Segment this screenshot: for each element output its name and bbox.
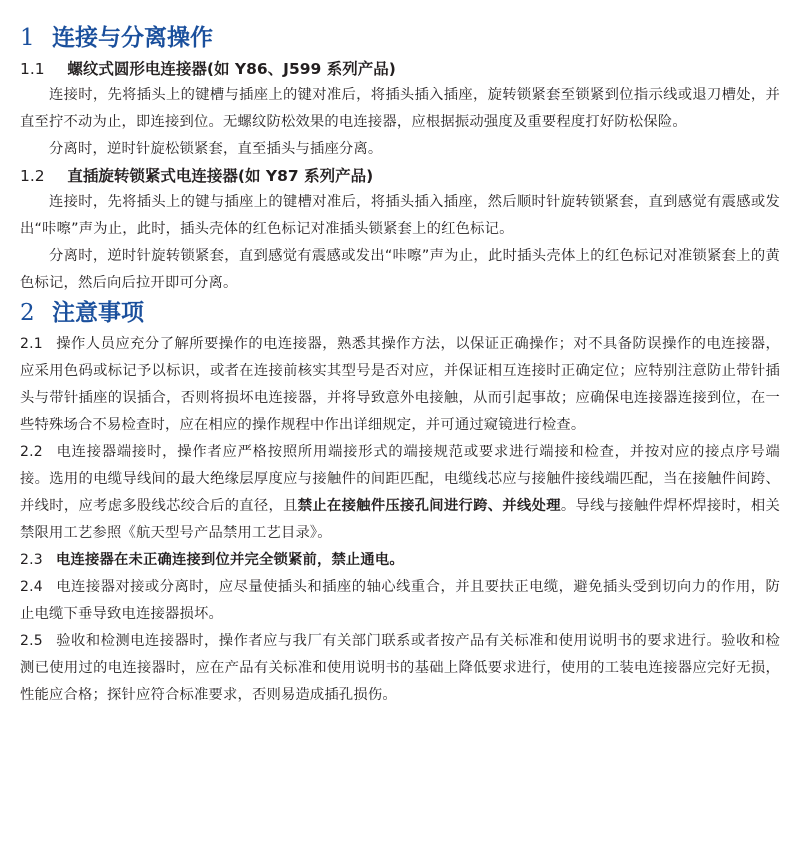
item-2-5-number: 2.5 xyxy=(20,633,43,649)
item-2-2 xyxy=(20,439,780,547)
section-2-heading xyxy=(20,297,780,329)
item-2-5-text: 验收和检测电连接器时，操作者应与我厂有关部门联系或者按产品有关标准和使用说明书的要求进行。验收和检测已使用过的电连接器时，应在产品有关标准和使用说明书的基础上降低要求进行，使用的工装电连接器应完好无损，性能应合格；探针应符合标准要求，否则易造成插孔损伤。 xyxy=(20,633,780,703)
item-2-2-text-bold: 禁止在接触件压接孔间进行跨、并线处理 xyxy=(297,498,561,514)
section-1-title: 连接与分离操作 xyxy=(52,24,213,51)
item-2-1-text: 操作人员应充分了解所要操作的电连接器，熟悉其操作方法，以保证正确操作；对不具备防误操作的电连接器，应采用色码或标记予以标识，或者在连接前核实其型号是否对应，并保证相互连接时正确定位；应特别注意防止带针插头与带针插座的误插合，否则将损坏电连接器，并将导致意外电接触，从而引起事故；应确保电连接器连接到位，在一些特殊场合不易检查时，应在相应的操作规程中作出详细规定，并可通过窥镜进行检查。 xyxy=(20,336,780,433)
item-2-5 xyxy=(20,628,780,709)
paragraph-1-2-connect: 连接时，先将插头上的键与插座上的键槽对准后，将插头插入插座，然后顺时针旋转锁紧套，直到感觉有震感或发出“咔嚓”声为止，此时，插头壳体的红色标记对准插头锁紧套上的红色标记。 xyxy=(20,194,780,237)
item-2-3-number: 2.3 xyxy=(20,552,43,568)
subsection-1-1-title: 螺纹式圆形电连接器(如 Y86、J599 系列产品) xyxy=(67,60,396,78)
subsection-1-1-heading xyxy=(20,56,780,82)
item-2-2-number: 2.2 xyxy=(20,444,43,460)
subsection-1-2-number: 1.2 xyxy=(20,167,45,185)
item-2-1-number: 2.1 xyxy=(20,336,43,352)
subsection-1-2-title: 直插旋转锁紧式电连接器(如 Y87 系列产品) xyxy=(67,167,374,185)
section-1-heading xyxy=(20,22,780,54)
subsection-1-1-number: 1.1 xyxy=(20,60,45,78)
paragraph-1-1-separate: 分离时，逆时针旋松锁紧套，直至插头与插座分离。 xyxy=(49,141,383,157)
item-2-3 xyxy=(20,547,780,574)
item-2-4 xyxy=(20,574,780,628)
item-2-3-text-bold: 电连接器在未正确连接到位并完全锁紧前，禁止通电。 xyxy=(56,552,404,568)
item-2-2-text-before: 电连接器端接时，操作者应严格按照所用端接形式的端接规范或要求进行端接和检查，并按对应的接点序号端接。选用的电缆导线间的最大绝缘层厚度应与接触件的间距匹配，电缆线芯应与接触件接线端匹配，当在接触件间跨、并线时，应考虑多股线芯绞合后的直径，且 xyxy=(20,444,780,514)
section-1-number: 1 xyxy=(20,25,35,51)
item-2-4-text: 电连接器对接或分离时，应尽量使插头和插座的轴心线重合，并且要扶正电缆，避免插头受到切向力的作用，防止电缆下垂导致电连接器损坏。 xyxy=(20,579,780,622)
section-2-title: 注意事项 xyxy=(52,299,144,326)
paragraph-1-1-connect: 连接时，先将插头上的键槽与插座上的键对准后，将插头插入插座，旋转锁紧套至锁紧到位指示线或退刀槽处，并直至拧不动为止，即连接到位。无螺纹防松效果的电连接器，应根据振动强度及重要程度打好防松保险。 xyxy=(20,87,780,130)
paragraph-1-2-separate: 分离时，逆时针旋转锁紧套，直到感觉有震感或发出“咔嚓”声为止，此时插头壳体上的红色标记对准锁紧套上的黄色标记，然后向后拉开即可分离。 xyxy=(20,248,780,291)
item-2-4-number: 2.4 xyxy=(20,579,43,595)
subsection-1-2-heading xyxy=(20,163,780,189)
item-2-1 xyxy=(20,331,780,439)
item-2-2-text-after: 。导线与接触件焊杯焊接时，相关禁限用工艺参照《航天型号产品禁用工艺目录》。 xyxy=(20,498,780,541)
section-2-number: 2 xyxy=(20,300,35,326)
